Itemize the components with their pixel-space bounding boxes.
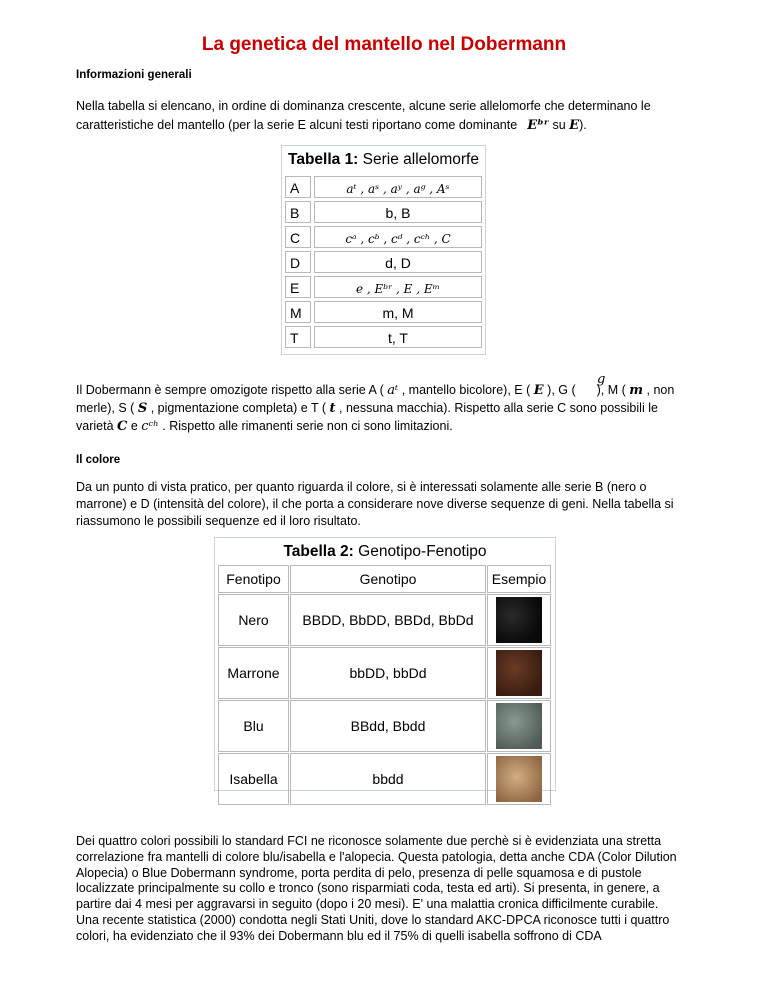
symbol-cch: cᶜʰ bbox=[141, 419, 159, 434]
table1-row bbox=[285, 251, 482, 275]
table2-esempio bbox=[487, 594, 551, 646]
table2-esempio bbox=[487, 753, 551, 805]
table2-genotipo: bbDD, bbDd bbox=[290, 647, 486, 699]
homozygous-text-1a: Il Dobermann è sempre omozigote rispetto alla serie A ( bbox=[76, 383, 384, 397]
table-serie-allelomorfe bbox=[281, 145, 486, 355]
table2-esempio bbox=[487, 700, 551, 752]
table1-alleles-text: m, M bbox=[382, 305, 414, 321]
coat-sample-image bbox=[496, 756, 542, 802]
symbol-E: E bbox=[533, 383, 544, 398]
table1-alleles bbox=[314, 226, 482, 248]
alopecia-line: Alopecia) o Blue Dobermann syndrome, porta perdita di pelo, presenza di pelle squamosa e di pustole bbox=[76, 865, 642, 880]
table1-row bbox=[285, 201, 482, 225]
homozygous-line-3 bbox=[76, 419, 453, 434]
table1-alleles bbox=[314, 201, 482, 223]
table1-series-label: T bbox=[285, 326, 311, 348]
table1-alleles bbox=[314, 176, 482, 198]
homozygous-line-1 bbox=[76, 383, 674, 398]
homozygous-text-1e: , non bbox=[646, 383, 675, 397]
intro-text-2c: ). bbox=[579, 118, 587, 132]
table1-alleles-text: d, D bbox=[385, 255, 411, 271]
symbol-g: g bbox=[597, 372, 606, 387]
alopecia-line: correlazione fra mantelli di colore blu/isabella e l'alopecia. Questa patologia, detta anche CDA (Color Dilution bbox=[76, 849, 677, 864]
table2-header: Fenotipo bbox=[218, 565, 289, 593]
colore-line-3: riassumono le possibili sequenze ed il loro risultato. bbox=[76, 514, 361, 528]
symbol-E-dominant: E bbox=[569, 118, 580, 133]
table1-alleles-text: e , Eᵇʳ , E , Eᵐ bbox=[355, 282, 441, 296]
symbol-C: C bbox=[117, 419, 128, 434]
table-genotipo-fenotipo bbox=[214, 537, 556, 791]
table1-series-label: C bbox=[285, 226, 311, 248]
alopecia-line: partire dai 4 mesi per aggravarsi in seguito (dopo i 20 mesi). E' una malattia cronica difficilmente curabile. bbox=[76, 897, 659, 912]
section-heading-colore: Il colore bbox=[76, 454, 121, 466]
table1-alleles bbox=[314, 251, 482, 273]
coat-sample-image bbox=[496, 703, 542, 749]
table1-alleles-text: t, T bbox=[388, 330, 408, 346]
table1-alleles bbox=[314, 326, 482, 348]
table1-alleles bbox=[314, 276, 482, 298]
table1-series-label: D bbox=[285, 251, 311, 273]
table2-esempio bbox=[487, 647, 551, 699]
table1-caption-label: Tabella 1: bbox=[288, 151, 359, 168]
symbol-at: aᵗ bbox=[387, 383, 399, 398]
homozygous-text-3b: e bbox=[130, 419, 138, 433]
table2-fenotipo: Isabella bbox=[218, 753, 289, 805]
intro-line-2 bbox=[76, 116, 587, 135]
table1-row bbox=[285, 326, 482, 350]
homozygous-text-3c: . Rispetto alle rimanenti serie non ci sono limitazioni. bbox=[162, 419, 453, 433]
homozygous-text-3a: varietà bbox=[76, 419, 114, 433]
coat-sample-image bbox=[496, 597, 542, 643]
table2-genotipo: BBdd, Bbdd bbox=[290, 700, 486, 752]
table2-fenotipo: Blu bbox=[218, 700, 289, 752]
table2-header: Esempio bbox=[487, 565, 551, 593]
table1-caption-text: Serie allelomorfe bbox=[362, 151, 479, 168]
table1-series-label: M bbox=[285, 301, 311, 323]
symbol-ebr: Eᵇʳ bbox=[527, 118, 549, 133]
table1-alleles bbox=[314, 301, 482, 323]
intro-text-2a: caratteristiche del mantello (per la serie E alcuni testi riportano come dominante bbox=[76, 118, 518, 132]
alopecia-line: Una recente statistica (2000) condotta negli Stati Uniti, dove lo standard AKC-DPCA riconosce tutti i quattro bbox=[76, 912, 670, 927]
table1-alleles-text: b, B bbox=[385, 205, 411, 221]
table1-row bbox=[285, 226, 482, 250]
alopecia-line: colori, ha evidenziato che il 93% dei Dobermann blu ed il 75% di quelli isabella soffrono di CDA bbox=[76, 928, 602, 943]
table2-genotipo: BBDD, BbDD, BBDd, BbDd bbox=[290, 594, 486, 646]
colore-line-1: Da un punto di vista pratico, per quanto riguarda il colore, si è interessati solamente alle serie B (nero o bbox=[76, 480, 647, 494]
table1-series-label: E bbox=[285, 276, 311, 298]
table1-row bbox=[285, 301, 482, 325]
symbol-S: S bbox=[137, 401, 148, 416]
symbol-m: m bbox=[629, 383, 644, 398]
table2-fenotipo: Nero bbox=[218, 594, 289, 646]
table1-alleles-text: cᵃ , cᵇ , cᵈ , cᶜʰ , C bbox=[345, 232, 451, 246]
table1-series-label: A bbox=[285, 176, 311, 198]
page-title: La genetica del mantello nel Dobermann bbox=[201, 34, 567, 55]
alopecia-line: Dei quattro colori possibili lo standard FCI ne riconosce solamente due perchè si è evidenziata una stretta bbox=[76, 834, 662, 848]
colore-line-2: marrone) e D (intensità del colore), il che porta a considerare nove diverse sequenze di geni. Nella tabella si bbox=[76, 497, 674, 511]
homozygous-line-2 bbox=[76, 401, 658, 416]
table2-fenotipo: Marrone bbox=[218, 647, 289, 699]
homozygous-text-2c: , nessuna macchia). Rispetto alla serie C sono possibili le bbox=[339, 401, 658, 415]
alopecia-line: localizzate principalmente su collo e tronco (sono risparmiati coda, testa ed arti). Si presenta, in genere, a bbox=[76, 881, 660, 896]
alopecia-paragraph bbox=[76, 834, 716, 945]
symbol-t: t bbox=[329, 401, 336, 416]
table2-header: Genotipo bbox=[290, 565, 486, 593]
table2-caption bbox=[215, 543, 555, 561]
homozygous-text-2b: , pigmentazione completa) e T ( bbox=[150, 401, 327, 415]
table1-alleles-text: aᵗ , aˢ , aʸ , aᵍ , Aˢ bbox=[346, 182, 450, 196]
coat-sample-image bbox=[496, 650, 542, 696]
homozygous-text-1b: , mantello bicolore), E ( bbox=[401, 383, 531, 397]
table1-row bbox=[285, 176, 482, 200]
intro-text-2b: su bbox=[552, 118, 566, 132]
intro-line-1: Nella tabella si elencano, in ordine di dominanza crescente, alcune serie allelomorfe che determinano le bbox=[76, 99, 651, 113]
table2-caption-text: Genotipo-Fenotipo bbox=[358, 543, 487, 560]
table1-row bbox=[285, 276, 482, 300]
homozygous-text-2a: merle), S ( bbox=[76, 401, 135, 415]
table1-series-label: B bbox=[285, 201, 311, 223]
section-heading-informazioni: Informazioni generali bbox=[76, 69, 192, 81]
table1-caption bbox=[282, 151, 485, 169]
table2-caption-label: Tabella 2: bbox=[283, 543, 354, 560]
homozygous-text-1c: ), G ( bbox=[547, 383, 576, 397]
table2-genotipo: bbdd bbox=[290, 753, 486, 805]
homozygous-text-1d: ), M ( bbox=[596, 383, 626, 397]
